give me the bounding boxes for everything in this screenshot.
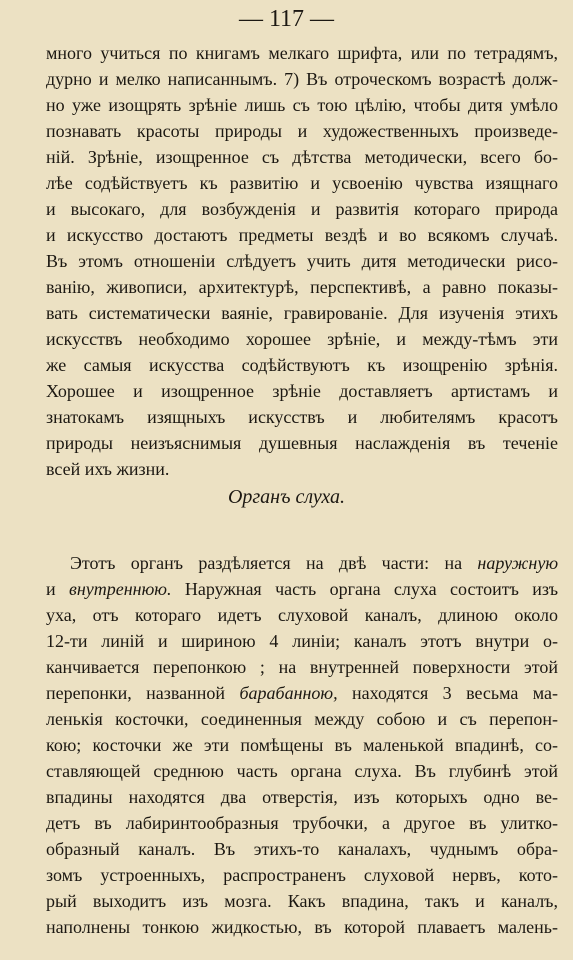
text-line: дурно и мелко написаннымъ. 7) Въ отроческомъ возрастѣ долж- bbox=[46, 69, 558, 89]
section-title: Органъ слуха. bbox=[227, 486, 346, 508]
text-line: впадины находятся два отверстія, изъ которыхъ одно ве- bbox=[46, 787, 558, 807]
text-fragment: Наружная часть органа слуха состоитъ изъ bbox=[184, 579, 558, 599]
text-line: лѣе содѣйствуетъ къ развитію и усвоенію чувства изящнаго bbox=[46, 173, 558, 193]
text-line: уха, отъ котораго идетъ слуховой каналъ, длиною около bbox=[46, 605, 558, 625]
text-line: наполнены тонкою жидкостью, въ которой плаваетъ малень- bbox=[46, 917, 558, 937]
italic-term: внутреннюю. bbox=[69, 579, 172, 599]
text-fragment: и bbox=[46, 579, 56, 599]
text-line: вать систематически ваяніе, гравированіе. Для изученія этихъ bbox=[46, 303, 558, 323]
text-line: много учиться по книгамъ мелкаго шрифта, или по тетрадямъ, bbox=[46, 43, 558, 63]
text-line: познавать красоты природы и художественныхъ произведе- bbox=[46, 121, 558, 141]
text-line: но уже изощрять зрѣніе лишь съ тою цѣлію, чтобы дитя умѣло bbox=[46, 95, 558, 115]
text-line: рый выходитъ изъ мозга. Какъ впадина, такъ и каналъ, bbox=[46, 891, 558, 911]
text-line: ній. Зрѣніе, изощренное съ дѣтства методически, всего бо- bbox=[46, 147, 558, 167]
text-line: канчивается перепонкою ; на внутренней поверхности этой bbox=[46, 657, 558, 677]
text-line bbox=[70, 552, 558, 574]
text-line: зомъ устроенныхъ, распространенъ слуховой нервъ, кото- bbox=[46, 865, 558, 885]
text-line bbox=[46, 682, 558, 704]
italic-term: барабанною, bbox=[239, 683, 338, 703]
text-line: и искусство достаютъ предметы вездѣ и во всякомъ случаѣ. bbox=[46, 225, 558, 245]
text-line: искусствъ необходимо хорошее зрѣніе, и между-тѣмъ эти bbox=[46, 329, 558, 349]
text-line: ленькія косточки, соединенныя между собою и съ перепон- bbox=[46, 709, 558, 729]
text-line: знатокамъ изящныхъ искусствъ и любителямъ красотъ bbox=[46, 407, 558, 427]
page-number: — 117 — bbox=[238, 6, 335, 32]
text-fragment: Этотъ органъ раздѣляется на двѣ части: на bbox=[70, 553, 463, 573]
text-line: же самыя искусства содѣйствуютъ къ изощренію зрѣнія. bbox=[46, 355, 558, 375]
text-line: образный каналъ. Въ этихъ-то каналахъ, чуднымъ обра- bbox=[46, 839, 558, 859]
text-fragment: находятся 3 весьма ма- bbox=[352, 683, 558, 703]
text-line: ставляющей среднюю часть органа слуха. Въ глубинѣ этой bbox=[46, 761, 558, 781]
text-line: природы неизъяснимыя душевныя наслажденія въ теченіе bbox=[46, 433, 558, 453]
text-line: всей ихъ жизни. bbox=[46, 459, 170, 479]
text-fragment: перепонки, названной bbox=[46, 683, 226, 703]
text-line: и высокаго, для возбужденія и развитія котораго природа bbox=[46, 199, 558, 219]
text-line: кою; косточки же эти помѣщены въ маленькой впадинѣ, со- bbox=[46, 735, 558, 755]
text-line bbox=[46, 578, 558, 600]
text-line: детъ въ лабиринтообразныя трубочки, а другое въ улитко- bbox=[46, 813, 558, 833]
italic-term: наружную bbox=[477, 553, 558, 573]
text-line: ванію, живописи, архитектурѣ, перспективѣ, а равно показы- bbox=[46, 277, 558, 297]
text-line: 12-ти линій и шириною 4 линіи; каналъ этотъ внутри о- bbox=[46, 631, 558, 651]
text-line: Хорошее и изощренное зрѣніе доставляетъ артистамъ и bbox=[46, 381, 558, 401]
text-line: Въ этомъ отношеніи слѣдуетъ учить дитя методически рисо- bbox=[46, 251, 558, 271]
